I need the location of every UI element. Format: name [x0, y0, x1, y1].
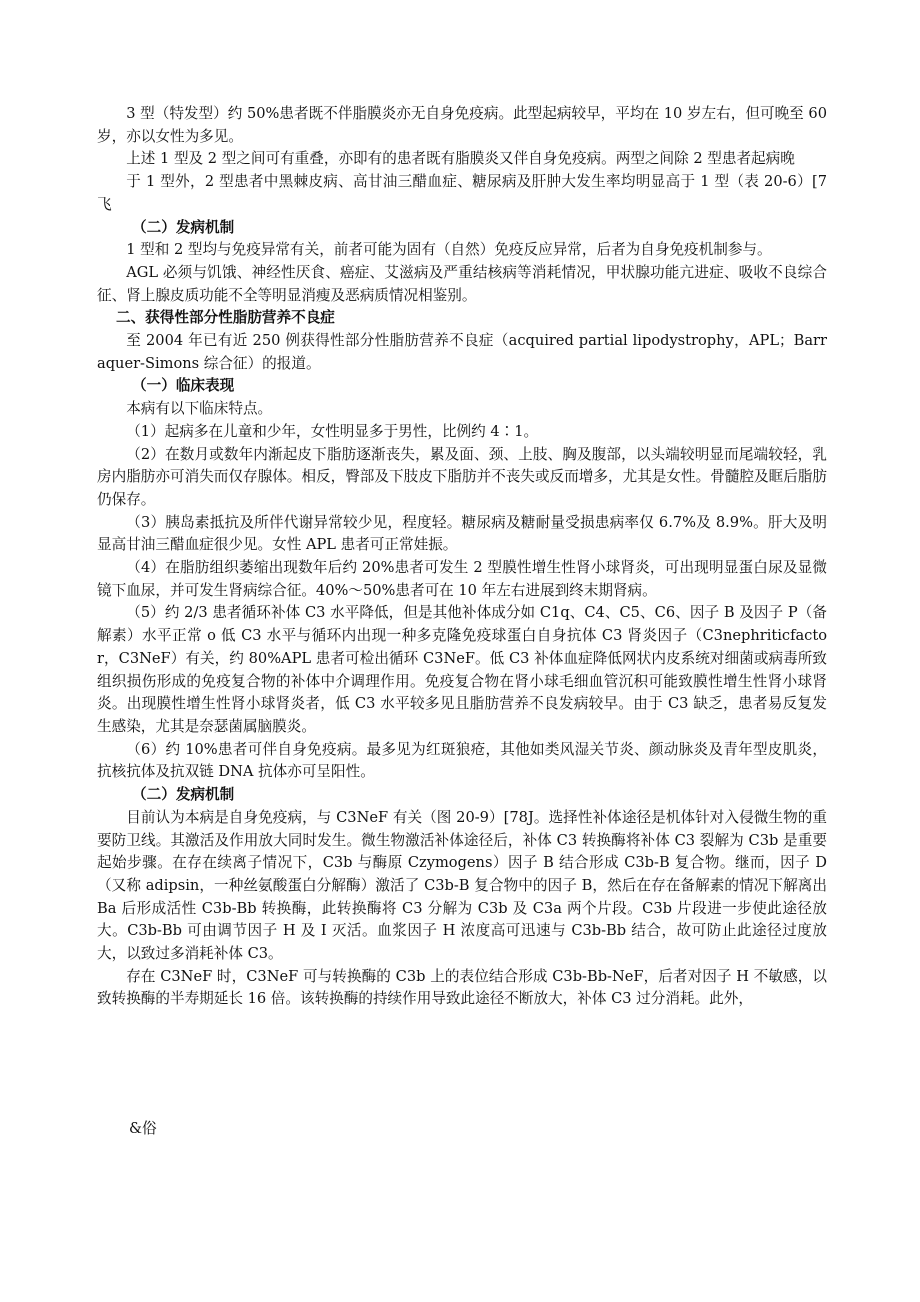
- list-item: （6）约 10%患者可伴自身免疫病。最多见为红斑狼疮，其他如类风湿关节炎、颜动脉炎及青年型皮肌炎，抗核抗体及抗双链 DNA 抗体亦可呈阳性。: [97, 740, 827, 781]
- paragraph: AGL 必须与饥饿、神经性厌食、癌症、艾滋病及严重结核病等消耗情况，甲状腺功能亢进症、吸收不良综合征、肾上腺皮质功能不全等明显消瘦及恶病质情况相鉴别。: [97, 263, 827, 304]
- document-body: [97, 103, 827, 1011]
- list-item: （2）在数月或数年内渐起皮下脂肪逐渐丧失，累及面、颈、上肢、胸及腹部，以头端较明显而尾端较轻，乳房内脂肪亦可消失而仅存腺体。相反，臀部及下肢皮下脂肪并不丧失或反而增多，尤其是女性。骨髓腔及眶后脂肪仍保存。: [97, 445, 827, 508]
- list-item: （1）起病多在儿童和少年，女性明显多于男性，比例约 4∶1。: [126, 422, 539, 440]
- paragraph: 1 型和 2 型均与免疫异常有关，前者可能为固有（自然）免疫反应异常，后者为自身免疫机制参与。: [126, 241, 772, 259]
- list-item: （4）在脂肪组织萎缩出现数年后约 20%患者可发生 2 型膜性增生性肾小球肾炎，可出现明显蛋白尿及显微镜下血尿，并可发生肾病综合征。40%～50%患者可在 10 年左右进展到终末期肾病。: [97, 559, 827, 599]
- paragraph: 上述 1 型及 2 型之间可有重叠，亦即有的患者既有脂膜炎又伴自身免疫病。两型之间除 2 型患者起病晚: [126, 150, 795, 168]
- paragraph: 于 1 型外，2 型患者中黑棘皮病、高甘油三醋血症、糖尿病及肝肿大发生率均明显高于 1 型（表 20-6）[7 飞: [97, 173, 827, 213]
- list-item: （5）约 2/3 患者循环补体 C3 水平降低，但是其他补体成分如 C1q、C4、C5、C6、因子 B 及因子 P（备解素）水平正常 o 低 C3 水平与循环内出现一种多克隆免疫球蛋白自身抗体 C3 肾炎因子（C3nephriticfactor，C3NeF）有关，约 80%APL 患者可检出循环 C3NeF。低 C3 补体血症降低网状内皮系统对细菌或病毒所致组织损伤形成的免疫复合物的补体中介调理作用。免疫复合物在肾小球毛细血管沉积可能致膜性增生性肾小球肾炎。出现膜性增生性肾小球肾炎者，低 C3 水平较多见且脂肪营养不良发病较早。由于 C3 缺乏，患者易反复发生感染，尤其是奈瑟菌属脑膜炎。: [97, 604, 827, 735]
- section-subheading: （二）发病机制: [132, 786, 235, 804]
- section-subheading: （一）临床表现: [132, 377, 235, 395]
- paragraph: 至 2004 年已有近 250 例获得性部分性脂肪营养不良症（acquired partial lipodystrophy，APL；Barraquer-Simons 综合征）的报道。: [97, 332, 827, 372]
- paragraph: 存在 C3NeF 时，C3NeF 可与转换酶的 C3b 上的表位结合形成 C3b-Bb-NeF，后者对因子 H 不敏感，以致转换酶的半寿期延长 16 倍。该转换酶的持续作用导致此途径不断放大，补体 C3 过分消耗。此外，: [97, 967, 827, 1008]
- paragraph: 本病有以下临床特点。: [126, 400, 273, 418]
- paragraph: 3 型（特发型）约 50%患者既不伴脂膜炎亦无自身免疫病。此型起病较早，平均在 10 岁左右，但可晚至 60 岁，亦以女性为多见。: [97, 105, 827, 145]
- section-heading: 二、获得性部分性脂肪营养不良症: [115, 309, 335, 327]
- list-item: （3）胰岛素抵抗及所伴代谢异常较少见，程度轻。糖尿病及糖耐量受损患病率仅 6.7%及 8.9%。肝大及明显高甘油三醋血症很少见。女性 APL 患者可正常娃振。: [97, 513, 827, 554]
- section-subheading: （二）发病机制: [132, 218, 235, 236]
- page-footer: &俗: [129, 1120, 157, 1137]
- paragraph: 目前认为本病是自身免疫病，与 C3NeF 有关（图 20-9）[78J。选择性补体途径是机体针对入侵微生物的重要防卫线。其激活及作用放大同时发生。微生物激活补体途径后，补体 C3 转换酶将补体 C3 裂解为 C3b 是重要起始步骤。在存在续离子情况下，C3b 与酶原 Czymogens）因子 B 结合形成 C3b-B 复合物。继而，因子 D（又称 adipsin，一种丝氨酸蛋白分解酶）激活了 C3b-B 复合物中的因子 B，然后在存在备解素的情况下解离出 Ba 后形成活性 C3b-Bb 转换酶，此转换酶将 C3 分解为 C3b 及 C3a 两个片段。C3b 片段进一步使此途径放大。C3b-Bb 可由调节因子 H 及 I 灭活。血浆因子 H 浓度高可迅速与 C3b-Bb 结合，故可防止此途径过度放大，以致过多消耗补体 C3。: [97, 808, 827, 963]
